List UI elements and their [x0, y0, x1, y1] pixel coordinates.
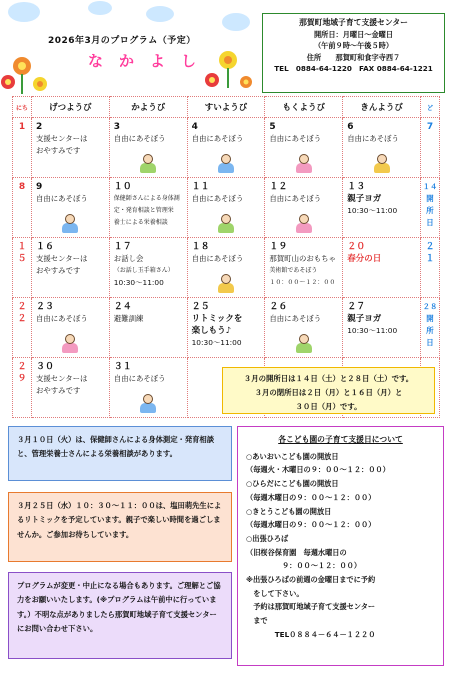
- support-line: ９：００～１２：００）: [246, 561, 362, 571]
- date-number: ３０: [36, 362, 55, 372]
- event-text: 支援センターは: [36, 254, 88, 263]
- date-number: 5: [269, 122, 276, 132]
- health-check-note: ３月１０日（火）は、保健師さんによる身体測定・発育相談と、管理栄養士さんによる栄養相談があります。: [8, 426, 232, 481]
- weekday-header: もくようび: [265, 97, 343, 118]
- day-cell: [265, 298, 343, 358]
- date-number: １３: [347, 182, 366, 192]
- saturday-open-label: ２８: [422, 302, 438, 311]
- address: 住所 那賀町和食字寺西７: [306, 52, 401, 62]
- date-number: 3: [113, 122, 121, 132]
- notice-line: ３月の開所日は１４日（土）と２８日（土）です。: [243, 374, 414, 383]
- sunday-date: １５: [17, 242, 27, 264]
- day-cell: [109, 298, 187, 358]
- date-number: １２: [269, 182, 288, 192]
- sunday-header: にち: [13, 97, 32, 118]
- child-illustration: [292, 334, 316, 354]
- event-text: 10:30～11:00: [347, 326, 398, 335]
- support-line: （毎週水曜日の９：００～１２：００）: [246, 520, 376, 530]
- day-cell: [187, 298, 265, 358]
- event-text: 支援センターは: [36, 374, 88, 383]
- center-info-box: [262, 13, 445, 93]
- program-title: 2026年3月のプログラム（予定）: [48, 36, 196, 46]
- weekday-header: げつようび: [32, 97, 110, 118]
- program-change-note: プログラムが変更・中止になる場合もあります。ご理解とご協力をお願いいたします。(※プログラムは午前中に行っています。）不明な点がありましたら那賀町地域子育て支援センターにお問い合わせ下さい。: [8, 572, 232, 659]
- sunday-date: 8: [18, 182, 26, 192]
- notice-line: ３０日（月）です。: [295, 402, 362, 411]
- saturday-open-label: 所: [426, 326, 434, 335]
- saturday-cell: [421, 238, 440, 298]
- sunday-date: ２２: [17, 302, 27, 324]
- day-cell: [32, 118, 110, 178]
- saturday-cell: [421, 118, 440, 178]
- date-number: 9: [36, 182, 43, 192]
- support-lines: [246, 450, 435, 642]
- notice-line: ３月の閉所日は２日（月）と１６日（月）と: [254, 388, 403, 397]
- date-number: ２４: [113, 302, 132, 312]
- date-number: １１: [191, 182, 210, 192]
- logo-char: よ: [149, 52, 167, 70]
- date-number: １９: [269, 242, 288, 252]
- support-line: TEL０８８４－６４－１２２０: [246, 629, 376, 639]
- date-number: ２５: [191, 302, 210, 312]
- day-cell: [109, 118, 187, 178]
- event-text: 自由にあそぼう: [347, 134, 399, 143]
- event-detail: 保健師さんによる身体測: [113, 195, 180, 202]
- support-line: （旧桜谷保育園 毎週水曜日の: [246, 547, 347, 557]
- calendar-week-row: [13, 238, 440, 298]
- open-closed-notice: [222, 367, 435, 414]
- support-line: ○きとうこども園の開放日: [246, 506, 332, 516]
- child-illustration: [214, 214, 238, 234]
- day-cell: [265, 118, 343, 178]
- event-title: リトミックを: [191, 314, 243, 324]
- day-cell: [187, 178, 265, 238]
- saturday-header: ど: [421, 97, 440, 118]
- event-text: 自由にあそぼう: [191, 194, 244, 203]
- logo-char: し: [180, 52, 198, 70]
- child-illustration: [292, 154, 316, 174]
- day-cell: [187, 238, 265, 298]
- holiday-label: 春分の日: [347, 254, 382, 264]
- support-line: ○出張ひろば: [246, 533, 289, 543]
- saturday-date: ２１: [425, 242, 435, 264]
- sunday-cell: [13, 238, 32, 298]
- event-title: 親子ヨガ: [347, 314, 382, 324]
- child-illustration: [136, 154, 160, 174]
- event-text: 自由にあそぼう: [36, 194, 88, 203]
- day-cell: [343, 178, 421, 238]
- event-detail: １０：００～１２：００: [269, 279, 336, 286]
- event-title: 親子ヨガ: [347, 194, 382, 204]
- saturday-open-label: １４: [422, 182, 438, 191]
- day-cell: [109, 238, 187, 298]
- event-detail: （お話し玉手箱さん）: [113, 267, 174, 274]
- logo-char: な: [88, 52, 106, 70]
- header-decoration: [0, 0, 260, 95]
- date-number: １０: [113, 182, 132, 192]
- event-text: 10:30～11:00: [347, 206, 398, 215]
- event-text: 支援センターは: [36, 134, 88, 143]
- day-cell: [32, 298, 110, 358]
- child-illustration: [214, 154, 238, 174]
- day-cell: [109, 178, 187, 238]
- saturday-open-label: 開: [426, 194, 434, 203]
- day-cell: [343, 118, 421, 178]
- event-text: 10:30～11:00: [191, 338, 242, 347]
- day-cell: [32, 238, 110, 298]
- support-line: ○ひらだにこども園の開放日: [246, 479, 339, 489]
- day-cell: [109, 358, 187, 418]
- child-illustration: [292, 214, 316, 234]
- saturday-open-label: 日: [426, 218, 434, 227]
- weekday-header: かようび: [109, 97, 187, 118]
- day-cell: [32, 358, 110, 418]
- date-number: １８: [191, 242, 210, 252]
- calendar-week-row: [13, 178, 440, 238]
- saturday-cell: [421, 178, 440, 238]
- support-line: ※出張ひろばの前週の金曜日までに予約: [246, 575, 376, 585]
- weekday-header: すいようび: [187, 97, 265, 118]
- event-detail: 養士による栄養相談: [113, 219, 168, 226]
- open-hours: （午前９時～午後５時）: [313, 41, 394, 50]
- day-cell: [265, 178, 343, 238]
- date-number: ２７: [347, 302, 366, 312]
- day-cell: [32, 178, 110, 238]
- weekday-header: きんようび: [343, 97, 421, 118]
- support-line: をして下さい。: [246, 588, 304, 598]
- day-cell: [187, 118, 265, 178]
- child-illustration: [370, 154, 394, 174]
- child-illustration: [58, 214, 82, 234]
- event-text: 自由にあそぼう: [113, 134, 166, 143]
- support-line: ○あいおいこども園の開放日: [246, 451, 339, 461]
- event-text: 自由にあそぼう: [269, 134, 322, 143]
- day-cell: [265, 238, 343, 298]
- support-title: 各こども園の子育て支援日について: [278, 435, 403, 444]
- event-text: 自由にあそぼう: [113, 374, 166, 383]
- event-text: 自由にあそぼう: [191, 134, 244, 143]
- child-illustration: [136, 394, 160, 414]
- nakayoshi-logo: [88, 50, 198, 71]
- day-cell: [343, 298, 421, 358]
- event-text: お話し会: [113, 254, 144, 263]
- date-number: １６: [36, 242, 55, 252]
- calendar-week-row: [13, 118, 440, 178]
- event-text: 自由にあそぼう: [269, 314, 322, 323]
- event-detail: 定・発育相談と管理栄: [113, 207, 174, 214]
- event-text: 自由にあそぼう: [36, 314, 88, 323]
- event-text: おやすみです: [36, 266, 81, 275]
- sunday-date: ２９: [17, 362, 27, 384]
- support-days-box: [237, 426, 444, 666]
- event-text: おやすみです: [36, 146, 81, 155]
- event-detail: 美術館であそぼう: [269, 267, 318, 274]
- saturday-date: 7: [426, 122, 434, 132]
- event-text: 自由にあそぼう: [269, 194, 322, 203]
- child-illustration: [214, 274, 238, 294]
- sunday-cell: [13, 178, 32, 238]
- saturday-open-label: 開: [426, 314, 434, 323]
- support-line: まで: [246, 616, 268, 626]
- date-number: 4: [191, 122, 198, 132]
- saturday-open-label: 日: [426, 338, 434, 347]
- calendar-week-row: [13, 298, 440, 358]
- logo-char: か: [118, 52, 136, 70]
- sunday-cell: [13, 358, 32, 418]
- date-number: ２３: [36, 302, 55, 312]
- support-line: （毎週木曜日の９：００～１２：００）: [246, 492, 376, 502]
- date-number: 2: [36, 122, 43, 132]
- event-text: おやすみです: [36, 386, 81, 395]
- rhythmic-note: ３月２５日（水）１０：３０～１１：００は、塩田萌先生によるリトミックを予定しています。親子で楽しい時間を過ごしませんか。ご参加お待ちしています。: [8, 492, 232, 562]
- open-days: 開所日：月曜日～金曜日: [313, 29, 394, 39]
- phone-fax: TEL 0884-64-1220 FAX 0884-64-1221: [274, 64, 433, 73]
- saturday-open-label: 所: [426, 206, 434, 215]
- weekday-header-row: [13, 97, 440, 118]
- center-name: 那賀町地域子育て支援センター: [299, 18, 408, 27]
- date-number: ２６: [269, 302, 288, 312]
- saturday-cell: [421, 298, 440, 358]
- event-text: 避難訓練: [113, 314, 144, 323]
- date-number: ３１: [113, 362, 132, 372]
- day-cell: [343, 238, 421, 298]
- date-number: ２０: [347, 242, 366, 252]
- support-line: （毎週火・木曜日の９：００～１２：００）: [246, 465, 390, 475]
- event-title: 楽しもう♪: [191, 326, 232, 336]
- date-number: 6: [347, 122, 354, 132]
- date-number: １７: [113, 242, 132, 252]
- child-illustration: [58, 334, 82, 354]
- event-text: 自由にあそぼう: [191, 254, 244, 263]
- support-line: 予約は那賀町地域子育て支援センター: [246, 602, 376, 612]
- sunday-cell: [13, 298, 32, 358]
- event-text: 那賀町山のおもちゃ: [269, 254, 336, 263]
- sunday-cell: [13, 118, 32, 178]
- event-time: 10:30～11:00: [113, 278, 164, 287]
- sunday-date: 1: [18, 122, 26, 132]
